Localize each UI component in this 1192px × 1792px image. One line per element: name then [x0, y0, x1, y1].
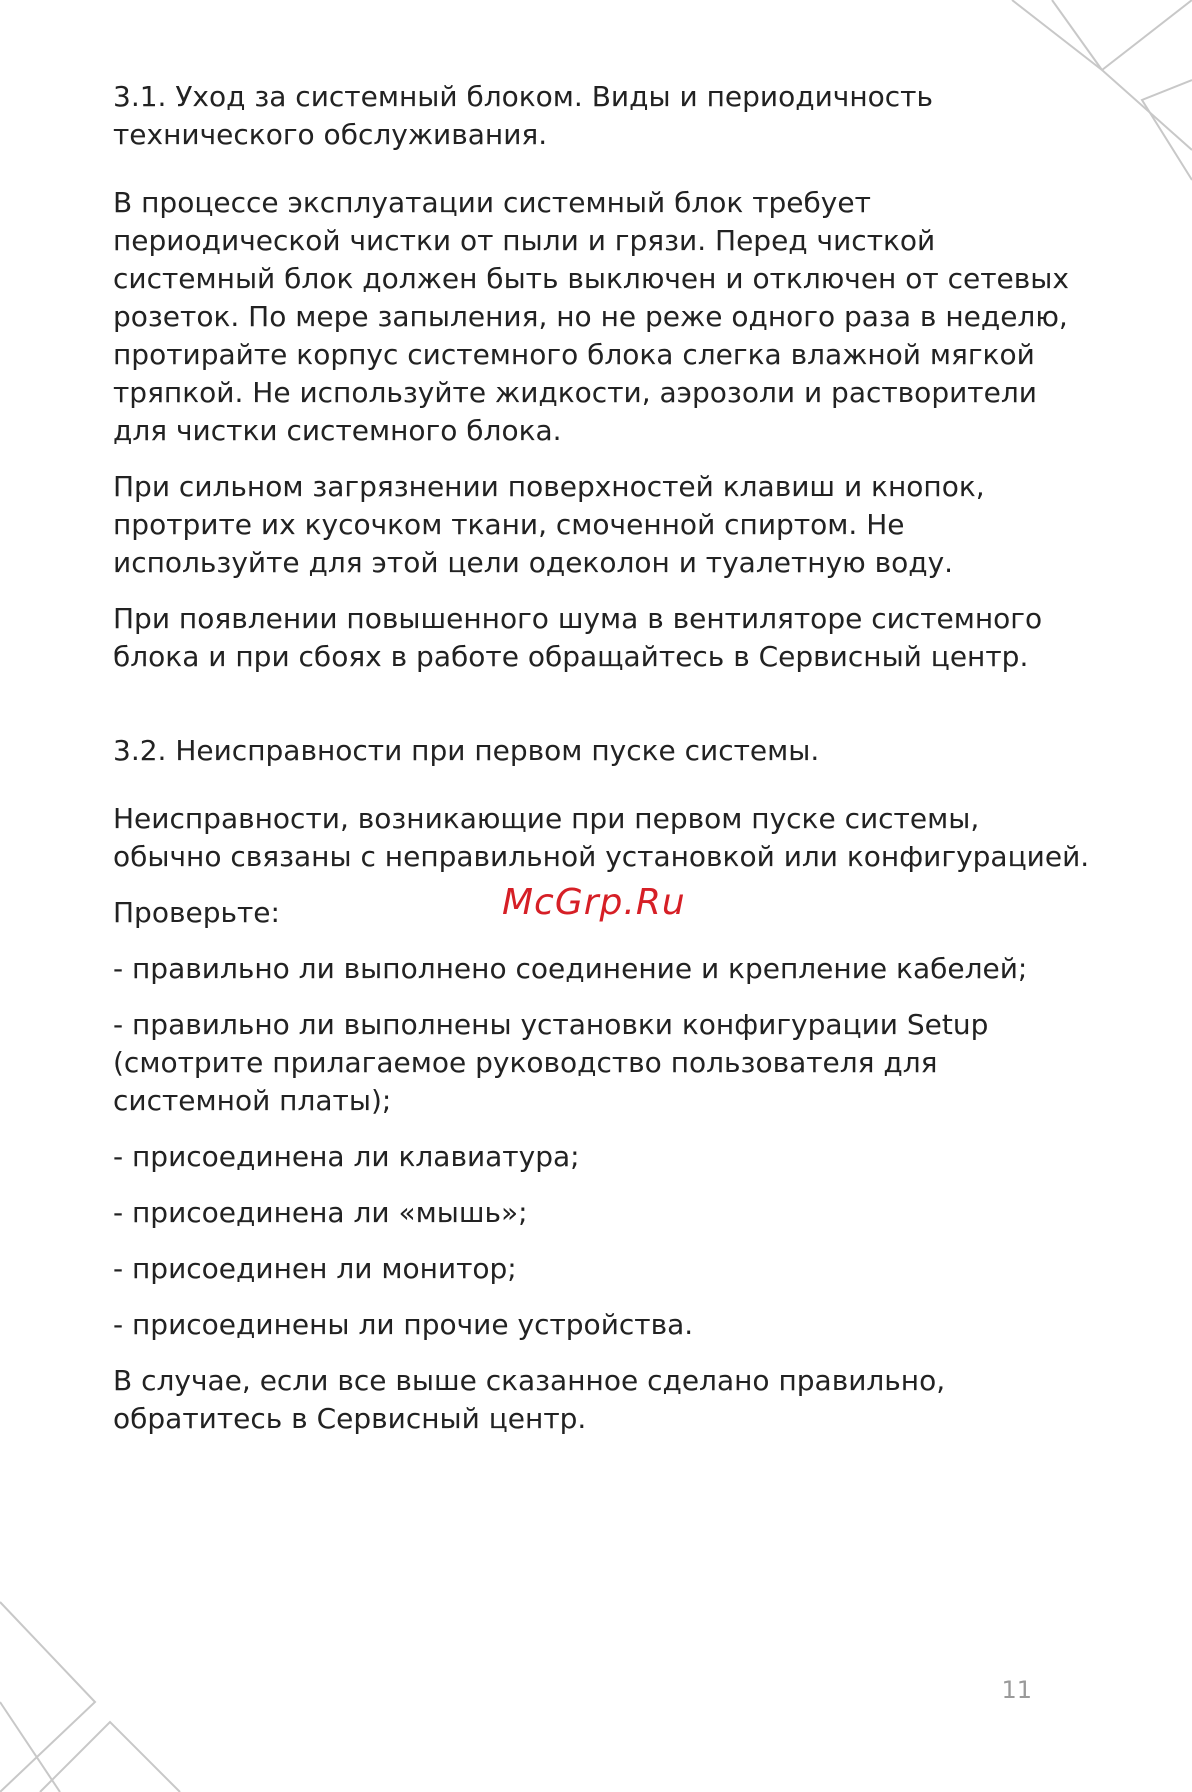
list-item: - правильно ли выполнены установки конфигурации Setup (смотрите прилагаемое руководство пользователя для системной платы); [113, 1008, 989, 1117]
list-item: - присоединена ли клавиатура; [113, 1140, 580, 1173]
corner-decoration-bottom-left [0, 1592, 190, 1792]
watermark-text: McGrp.Ru [502, 882, 686, 923]
paragraph-conclusion: В случае, если все выше сказанное сделано правильно, обратитесь в Сервисный центр. [113, 1364, 946, 1435]
page-content [113, 78, 1093, 1456]
list-item: - присоединены ли прочие устройства. [113, 1308, 694, 1341]
paragraph-faults-intro: Неисправности, возникающие при первом пуске системы, обычно связаны с неправильной установкой или конфигурацией. [113, 802, 1090, 873]
check-label: Проверьте: [113, 896, 280, 929]
paragraph-maintenance: В процессе эксплуатации системный блок требует периодической чистки от пыли и грязи. Перед чисткой системный блок должен быть выключен и отключен от сетевых розеток. По мере запыления, но не реже одного раза в неделю, протирайте корпус системного блока слегка влажной мягкой тряпкой. Не используйте жидкости, аэрозоли и растворители для чистки системного блока. [113, 186, 1069, 447]
paragraph-keys-cleaning: При сильном загрязнении поверхностей клавиш и кнопок, протрите их кусочком ткани, смоченной спиртом. Не используйте для этой цели одеколон и туалетную воду. [113, 470, 985, 579]
list-item: - присоединена ли «мышь»; [113, 1196, 528, 1229]
paragraph-fan-noise: При появлении повышенного шума в вентиляторе системного блока и при сбоях в работе обращайтесь в Сервисный центр. [113, 602, 1043, 673]
section-heading-3-1: 3.1. Уход за системный блоком. Виды и периодичность технического обслуживания. [113, 80, 933, 151]
section-heading-3-2: 3.2. Неисправности при первом пуске системы. [113, 734, 820, 767]
check-line [113, 882, 1093, 932]
list-item: - присоединен ли монитор; [113, 1252, 517, 1285]
list-item: - правильно ли выполнено соединение и крепление кабелей; [113, 952, 1028, 985]
page-number: 11 [1001, 1676, 1032, 1704]
